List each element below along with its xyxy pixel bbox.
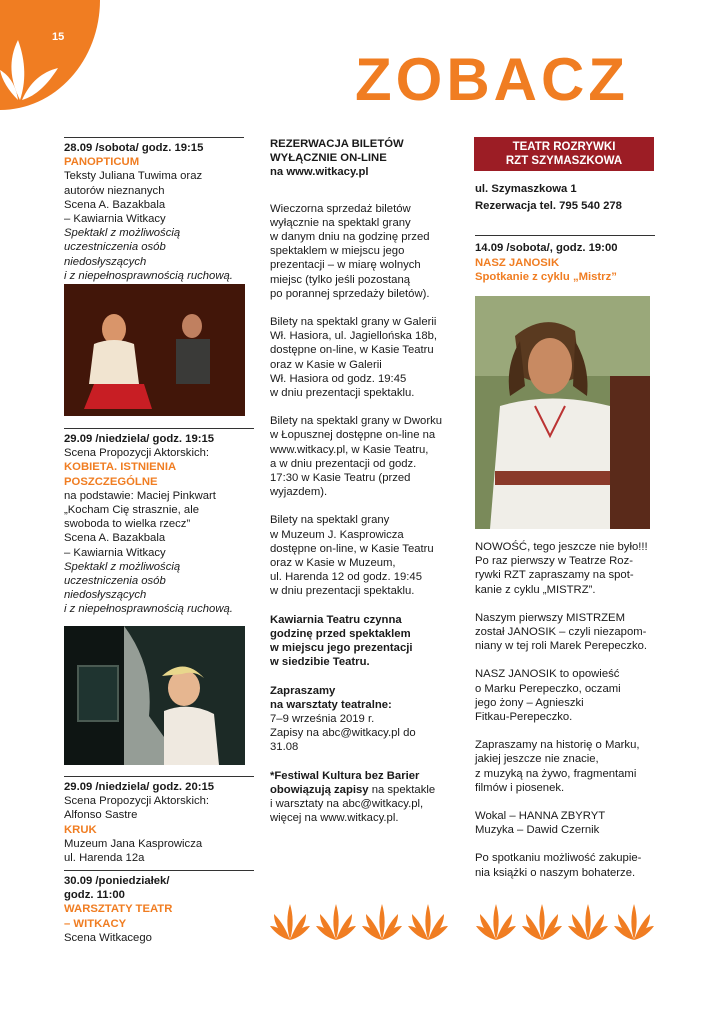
event-title: – WITKACY [64,917,127,930]
event-line: – Kawiarnia Witkacy [64,213,166,226]
text-line: miejsc (tylko jeśli pozostaną [270,273,411,286]
text-line: Wł. Hasiora, ul. Jagiellońska 18b, [270,330,438,343]
accessibility-note: i z niepełnosprawnością ruchową. [64,269,233,282]
event-date: godz. 11:00 [64,889,125,902]
divider [64,428,254,429]
reservation-link[interactable]: na www.witkacy.pl [270,166,369,179]
event-date: 14.09 /sobota/, godz. 19:00 [475,242,618,255]
text-line: Naszym pierwszy MISTRZEM [475,611,626,624]
text-line: jakiej jeszcze nie znacie, [475,753,599,766]
text-line: i warsztaty na abc@witkacy.pl, [270,797,424,810]
reservation-title: REZERWACJA BILETÓW [270,138,404,150]
ornament-icon [614,904,654,940]
event-title: NASZ JANOSIK [475,256,560,269]
text-line: spektaklem w miejscu jego [270,245,405,258]
divider [64,776,254,777]
text-line: wyłącznie na spektakl grany [270,216,411,229]
text-line: Wokal – HANNA ZBYRYT [475,810,606,823]
cafe-note: w miejscu jego prezentacji [270,642,413,655]
divider [64,870,254,871]
venue-badge [474,137,654,171]
event-line: Muzeum Jana Kasprowicza [64,837,203,850]
text-line: jego żony – Agnieszki [475,696,584,709]
text-line: po porannej sprzedaży biletów). [270,287,430,300]
text-line: w danym dniu na godzinę przed [270,231,430,244]
text-line: NASZ JANOSIK to opowieść [475,668,620,681]
text-line: Zapisy na abc@witkacy.pl do [270,727,416,740]
ornament-icon [522,904,562,940]
text-line: NOWOŚĆ, tego jeszcze nie było!!! [475,541,648,553]
text-line: a w dniu prezentacji od godz. [270,457,417,470]
cafe-note: Kawiarnia Teatru czynna [270,613,402,626]
text-line: Wł. Hasiora od godz. 19:45 [270,372,407,385]
event-title: WARSZTATY TEATR [64,903,173,916]
accessibility-note: uczestniczenia osób [64,241,166,254]
accessibility-note: Spektakl z możliwością [64,227,181,240]
text-line: oraz w Kasie w Galerii [270,358,382,371]
text-line: ul. Harenda 12 od godz. 19:45 [270,571,422,584]
accessibility-note: Spektakl z możliwością [64,560,181,573]
text-line: oraz w Kasie w Muzeum, [270,557,396,570]
photo-panopticum [64,284,245,416]
left-column-event2 [64,428,254,617]
text-line: dostępne on-line, w Kasie Teatru [270,344,434,357]
text-line: wyjazdem). [270,486,328,499]
ornament-icon [270,904,310,940]
text-line: prezentacji – w miarę wolnych [270,259,421,272]
event-line: Teksty Juliana Tuwima oraz [64,170,203,183]
text-line: nia książki o naszym bohaterze. [475,866,636,879]
accessibility-note: niedosłyszących [64,589,147,602]
ornament-row [270,900,660,942]
photo-kobieta [64,626,245,765]
text-line: Bilety na spektakl grany w Galerii [270,316,437,329]
reservation-title: WYŁĄCZNIE ON-LINE [270,152,387,165]
event-line: autorów nieznanych [64,184,165,197]
right-column [475,182,665,284]
accessibility-note: niedosłyszących [64,255,147,268]
right-column-body [475,540,665,880]
event-line: Scena Propozycji Aktorskich: [64,447,210,460]
event-line: Alfonso Sastre [64,809,138,822]
event-line: na podstawie: Maciej Pinkwart [64,489,216,502]
text-line: 17:30 w Kasie Teatru (przed [270,472,411,485]
text-line: Po raz pierwszy w Teatrze Roz- [475,555,633,568]
event-title: PANOPTICUM [64,156,140,169]
page-heading: ZOBACZ [355,46,629,113]
photo-janosik [475,296,650,529]
text-line: www.witkacy.pl, w Kasie Teatru, [270,443,429,456]
event-date: 28.09 /sobota/ godz. 19:15 [64,142,204,154]
text-line: dostępne on-line, w Kasie Teatru [270,542,434,555]
text-line: Bilety na spektakl grany w Dworku [270,415,443,428]
ornament-icon [476,904,516,940]
text-line: Wieczorna sprzedaż biletów [270,202,411,215]
event-line: Scena A. Bazakbala [64,532,166,545]
text-line: o Marku Perepeczko, oczami [475,682,621,695]
event-date: 29.09 /niedziela/ godz. 19:15 [64,433,215,445]
accessibility-note: uczestniczenia osób [64,575,166,588]
left-column-event3 [64,776,254,865]
text-line: Bilety na spektakl grany [270,514,390,527]
text-line: z muzyką na żywo, fragmentami [475,767,637,780]
cafe-note: w siedzibie Teatru. [270,656,370,669]
event-line: Scena Witkacego [64,931,152,944]
venue-address: ul. Szymaszkowa 1 [475,183,577,195]
text-line: 31.08 [270,741,299,754]
event-title: POSZCZEGÓLNE [64,475,158,488]
corner-decoration [0,0,100,110]
left-column [64,137,244,283]
festival-title: *Festiwal Kultura bez Barier [270,769,420,782]
text-line: niany w tej roli Marek Perepeczko. [475,640,648,653]
cafe-note: godzinę przed spektaklem [270,627,411,640]
text-line: w dniu prezentacji spektaklu. [270,387,415,400]
page-number: 15 [52,31,65,43]
event-line: „Kocham Cię strasznie, ale [64,504,199,517]
text-line: filmów i piosenek. [475,781,565,794]
text-line: rywki RZT zapraszamy na spot- [475,569,634,582]
event-date: 30.09 /poniedziałek/ [64,875,170,887]
ornament-icon [362,904,402,940]
festival-note: obowiązują zapisy [270,783,369,796]
event-title: KRUK [64,823,97,836]
ornament-icon [408,904,448,940]
accessibility-note: i z niepełnosprawnością ruchową. [64,603,233,616]
divider [64,137,244,138]
ornament-icon [316,904,356,940]
event-line: ul. Harenda 12a [64,852,145,865]
event-subtitle: Spotkanie z cyklu „Mistrz” [475,270,617,283]
event-line: Scena Propozycji Aktorskich: [64,795,210,808]
text-line: 7–9 września 2019 r. [270,712,375,725]
middle-column [270,137,460,825]
divider [475,235,655,236]
text-line: Muzyka – Dawid Czernik [475,824,600,837]
text-line: w dniu prezentacji spektaklu. [270,585,415,598]
event-line: Scena A. Bazakbala [64,198,166,211]
event-line: – Kawiarnia Witkacy [64,546,166,559]
text-line: Po spotkaniu możliwość zakupie- [475,852,642,865]
event-title: KOBIETA. ISTNIENIA [64,461,177,474]
event-line: swoboda to wielka rzecz” [64,518,191,531]
event-date: 29.09 /niedziela/ godz. 20:15 [64,781,215,793]
text-line: kanie z cyklu „MISTRZ”. [475,583,596,596]
left-column-event4 [64,870,254,945]
ornament-icon [568,904,608,940]
workshop-title: na warsztaty teatralne: [270,698,392,711]
text-line: na spektakle [368,783,436,796]
badge-line: RZT SZYMASZKOWA [505,155,623,167]
text-line: Fitkau-Perepeczko. [475,711,573,724]
text-line: został JANOSIK – czyli niezapom- [475,626,647,639]
text-line: Zapraszamy na historię o Marku, [475,739,640,752]
text-line: więcej na www.witkacy.pl. [270,812,399,825]
text-line: w Łopusznej dostępne on-line na [270,429,436,442]
badge-line: TEATR ROZRYWKI [512,141,616,153]
workshop-title: Zapraszamy [270,684,336,697]
venue-phone: Rezerwacja tel. 795 540 278 [475,200,622,213]
text-line: w Muzeum J. Kasprowicza [270,528,404,541]
